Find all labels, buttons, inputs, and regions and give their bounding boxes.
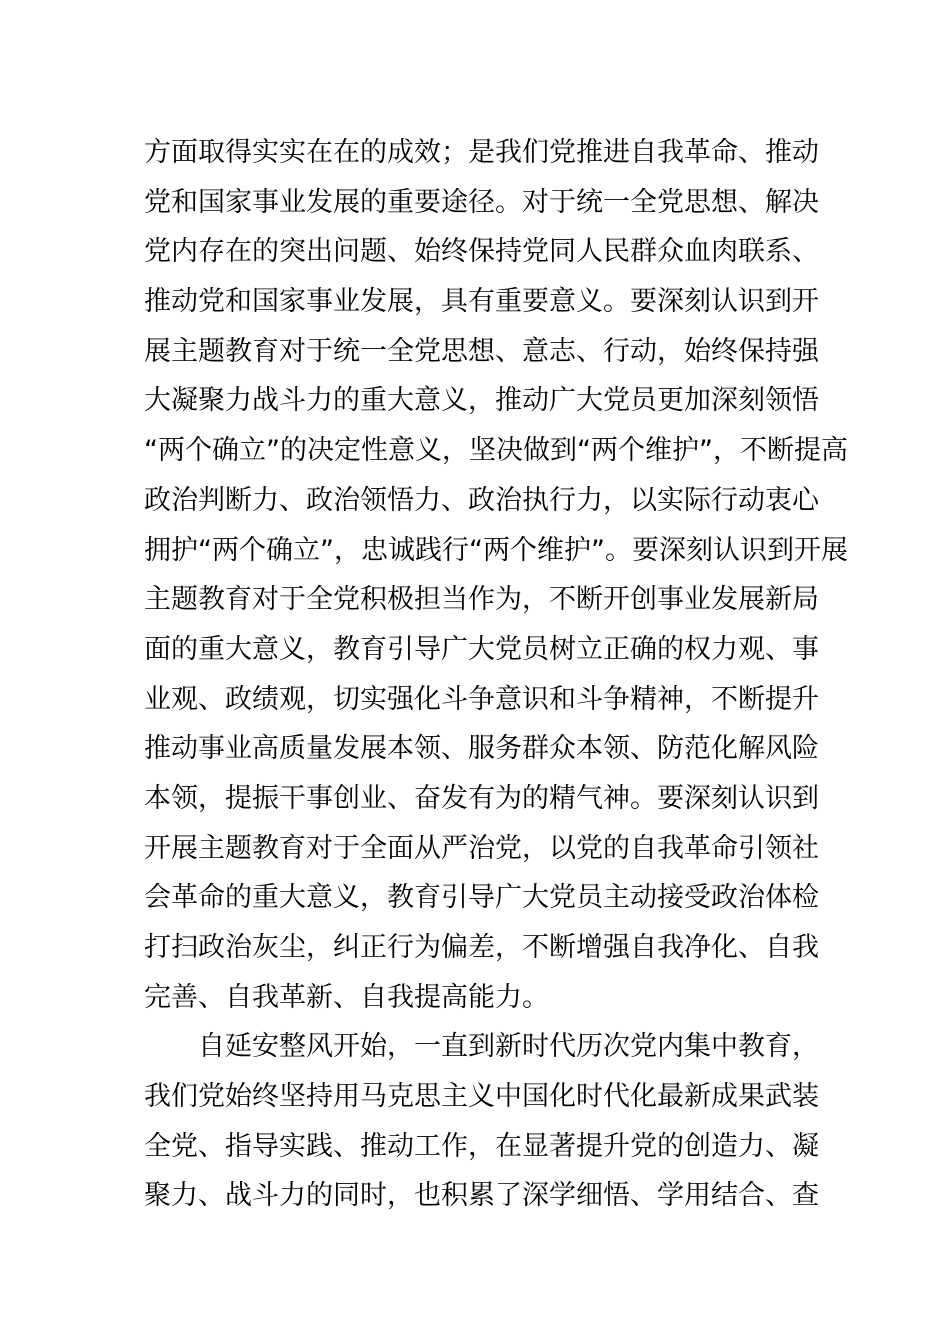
text-line: 我们党始终坚持用马克思主义中国化时代化最新成果武装 [144,1081,819,1113]
text-line: “两个确立”的决定性意义，坚决做到“两个维护”，不断提高 [144,435,848,467]
text-line: 面的重大意义，教育引导广大党员树立正确的权力观、事 [144,633,819,665]
text-line: 自延安整风开始，一直到新时代历次党内集中教育， [198,1031,819,1063]
text-line: 完善、自我革新、自我提高能力。 [144,981,549,1013]
text-line: 政治判断力、政治领悟力、政治执行力，以实际行动衷心 [144,484,819,516]
text-line: 业观、政绩观，切实强化斗争意识和斗争精神，不断提升 [144,683,819,715]
text-line: 党和国家事业发展的重要途径。对于统一全党思想、解决 [144,186,819,218]
paragraph-2 [144,1022,819,1221]
document-body [144,128,848,1221]
text-line: 开展主题教育对于全面从严治党，以党的自我革命引领社 [144,832,819,864]
text-line: 党内存在的突出问题、始终保持党同人民群众血肉联系、 [144,236,819,268]
text-line: 方面取得实实在在的成效；是我们党推进自我革命、推动 [144,137,819,168]
text-line: 推动事业高质量发展本领、服务群众本领、防范化解风险 [144,733,819,765]
text-line: 主题教育对于全党积极担当作为，不断开创事业发展新局 [144,584,819,616]
text-line: 本领，提振干事创业、奋发有为的精气神。要深刻认识到 [144,782,819,814]
text-line: 打扫政治灰尘，纠正行为偏差，不断增强自我净化、自我 [144,932,819,963]
text-line: 会革命的重大意义，教育引导广大党员主动接受政治体检 [144,882,819,914]
text-line: 拥护“两个确立”，忠诚践行“两个维护”。要深刻认识到开展 [144,534,848,566]
text-line: 聚力、战斗力的同时，也积累了深学细悟、学用结合、查 [144,1180,819,1212]
text-line: 展主题教育对于统一全党思想、意志、行动，始终保持强 [144,335,819,367]
text-line: 大凝聚力战斗力的重大意义，推动广大党员更加深刻领悟 [144,385,819,417]
text-line: 全党、指导实践、推动工作，在显著提升党的创造力、凝 [144,1130,819,1162]
paragraph-1 [144,128,848,1022]
text-line: 推动党和国家事业发展，具有重要意义。要深刻认识到开 [144,286,819,318]
